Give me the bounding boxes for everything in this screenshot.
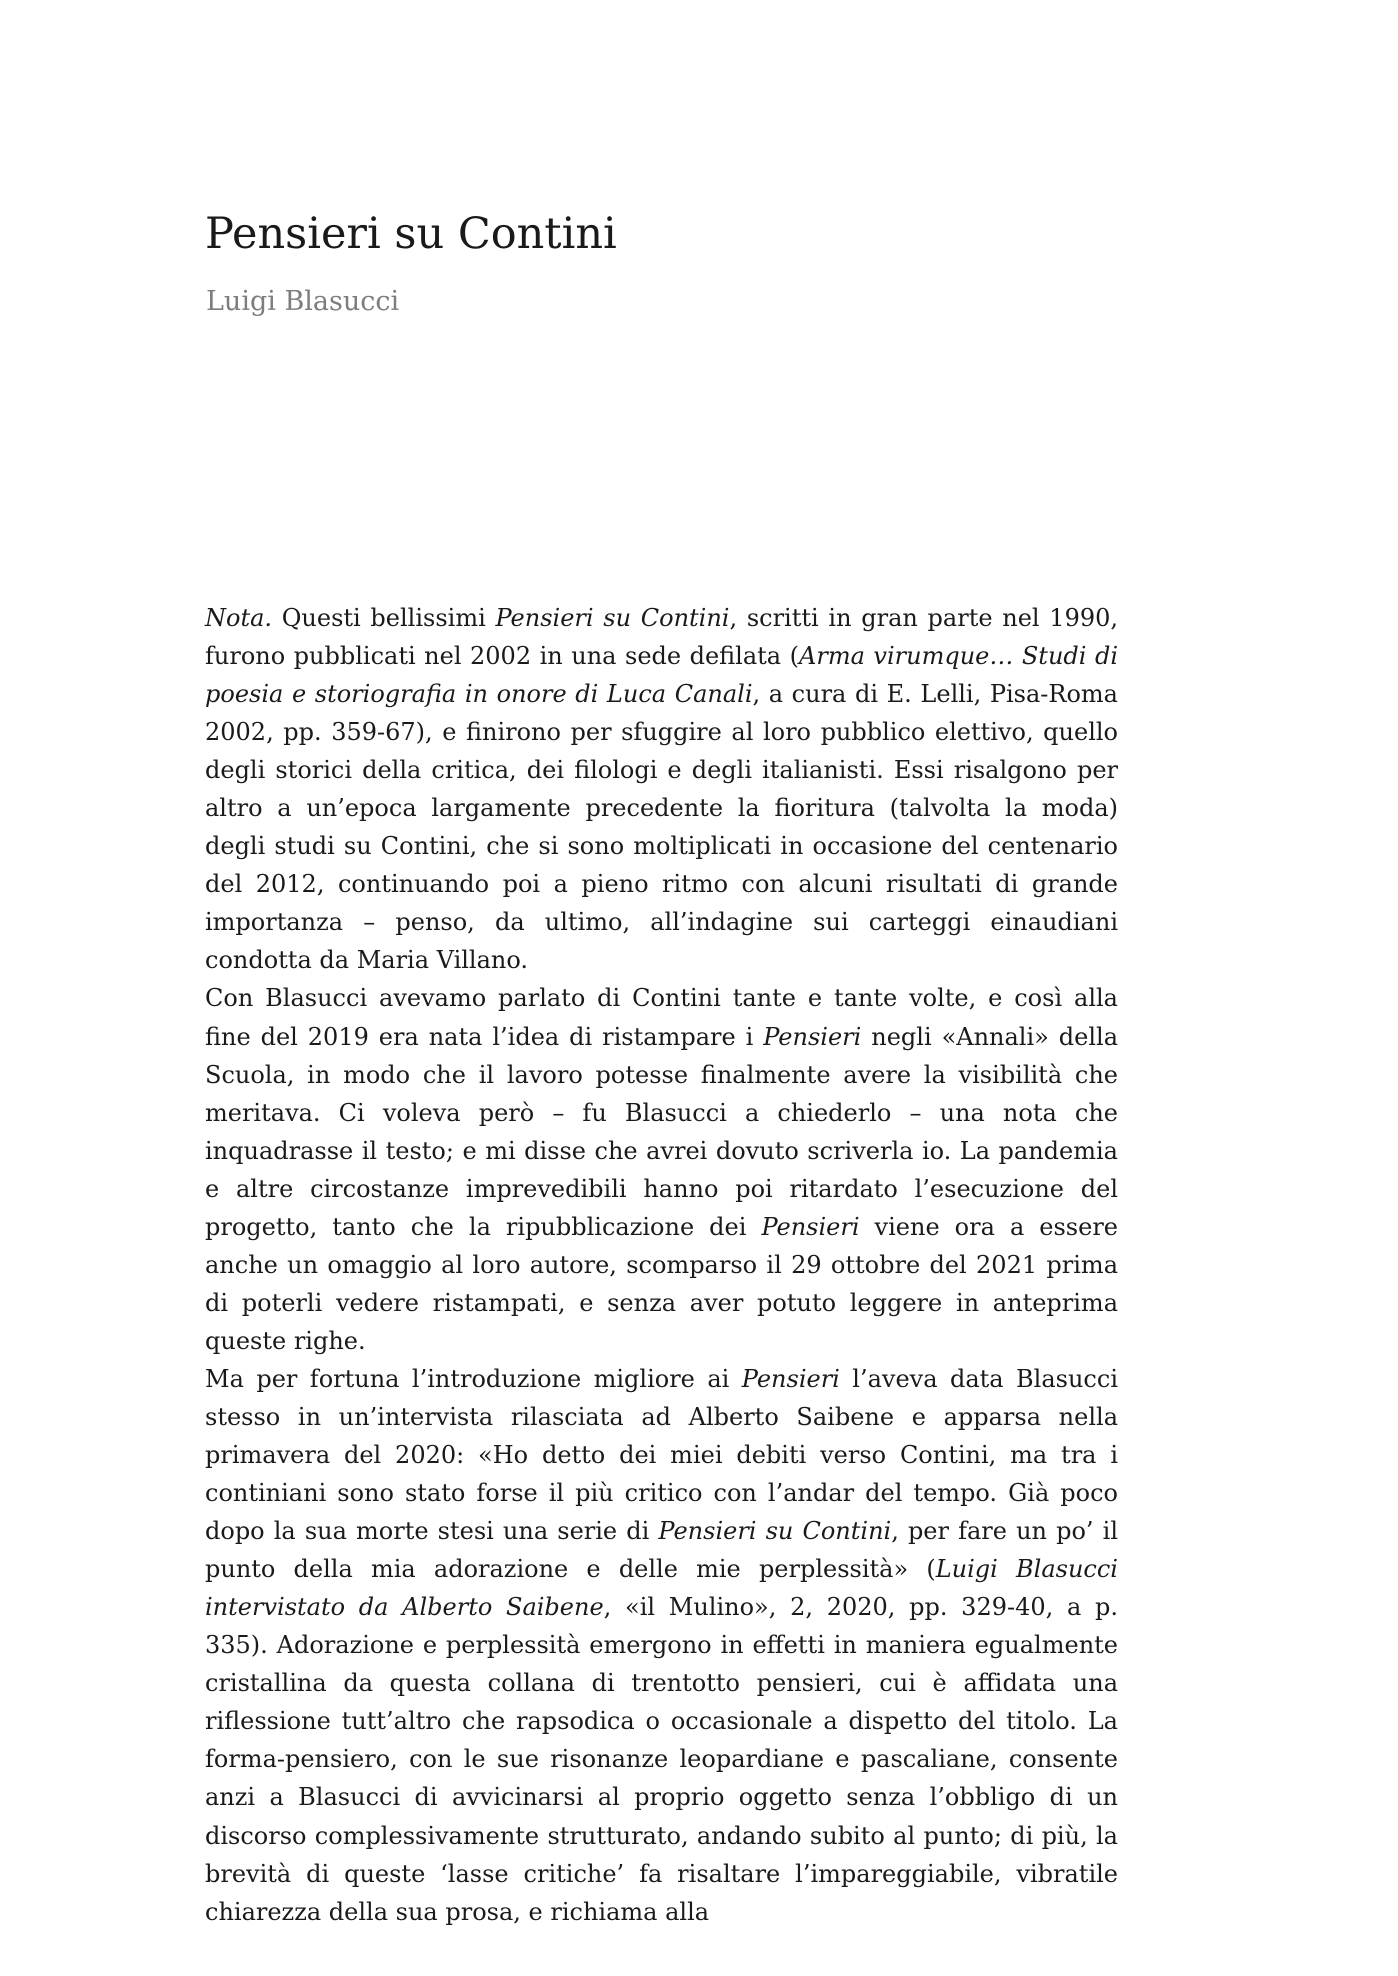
note-paragraph-1 [205,599,1118,979]
text-run: viene ora a essere anche un omaggio al loro autore, scomparso il 29 ottobre del 2021 prima di poterli vedere ristampati, e senza aver potuto leggere in anteprima queste righe. [205,1212,1118,1355]
italic-text-run: Luigi Blasucci intervistato da Alberto Saibene [205,1555,1118,1622]
note-paragraph-3 [205,1360,1118,1931]
page-title: Pensieri su Contini [205,209,617,259]
italic-text-run: Arma virumque… Studi di poesia e storiografia in onore di Luca Canali [205,642,1119,709]
text-run: l’aveva data Blasucci stesso in un’intervista rilasciata ad Alberto Saibene e apparsa nella primavera del 2020: «Ho detto dei miei debiti verso Contini, ma tra i continiani sono stato forse il più critico con l’andar del tempo. Già poco dopo la sua morte stesi una serie di [205,1364,1118,1546]
text-run: , a cura di E. Lelli, Pisa-Roma 2002, pp. 359-67), e finirono per sfuggire al loro pubblico elettivo, quello degli storici della critica, dei filologi e degli italianisti. Essi risalgono per altro a un’epoca largamente precedente la fioritura (talvolta la moda) degli studi su Contini, che si sono moltiplicati in occasione del centenario del 2012, continuando poi a pieno ritmo con alcuni risultati di grande importanza – penso, da ultimo, all’indagine sui carteggi einaudiani condotta da Maria Villano. [205,680,1118,975]
text-run: negli «Annali» della Scuola, in modo che il lavoro potesse finalmente avere la visibilità che meritava. Ci voleva però – fu Blasucci a chiederlo – una nota che inquadrasse il testo; e mi disse che avrei dovuto scriverla io. La pandemia e altre circostanze imprevedibili hanno poi ritardato l’esecuzione del progetto, tanto che la ripubblicazione dei [205,1022,1118,1241]
italic-text-run: Pensieri su Contini [658,1517,892,1546]
note-body [205,599,1118,1931]
author-name: Luigi Blasucci [206,286,400,317]
italic-text-run: Pensieri [741,1364,840,1393]
text-run: , scritti in gran parte nel 1990, furono pubblicati nel 2002 in una sede defilata ( [205,604,1119,671]
text-run: Ma per fortuna l’introduzione migliore ai [205,1364,742,1393]
italic-text-run: Pensieri [763,1022,862,1051]
italic-text-run: Pensieri [761,1212,860,1241]
text-run: , per fare un po’ il punto della mia adorazione e delle mie perplessità» ( [205,1517,1119,1584]
note-paragraph-2 [205,979,1118,1359]
italic-text-run: Nota. [205,604,273,632]
text-run: Con Blasucci avevamo parlato di Contini tante e tante volte, e così alla fine del 2019 era nata l’idea di ristampare i [205,984,1118,1051]
italic-text-run: Pensieri su Contini [495,604,730,632]
text-run: Questi bellissimi [272,604,496,632]
text-run: , «il Mulino», 2, 2020, pp. 329-40, a p. 335). Adorazione e perplessità emergono in effetti in maniera egualmente cristallina da questa collana di trentotto pensieri, cui è affidata una riflessione tutt’altro che rapsodica o occasionale a dispetto del titolo. La forma-pensiero, con le sue risonanze leopardiane e pascaliane, consente anzi a Blasucci di avvicinarsi al proprio oggetto senza l’obbligo di un discorso complessivamente strutturato, andando subito al punto; di più, la brevità di queste ‘lasse critiche’ fa risaltare l’impareggiabile, vibratile chiarezza della sua prosa, e richiama alla [205,1593,1118,1926]
